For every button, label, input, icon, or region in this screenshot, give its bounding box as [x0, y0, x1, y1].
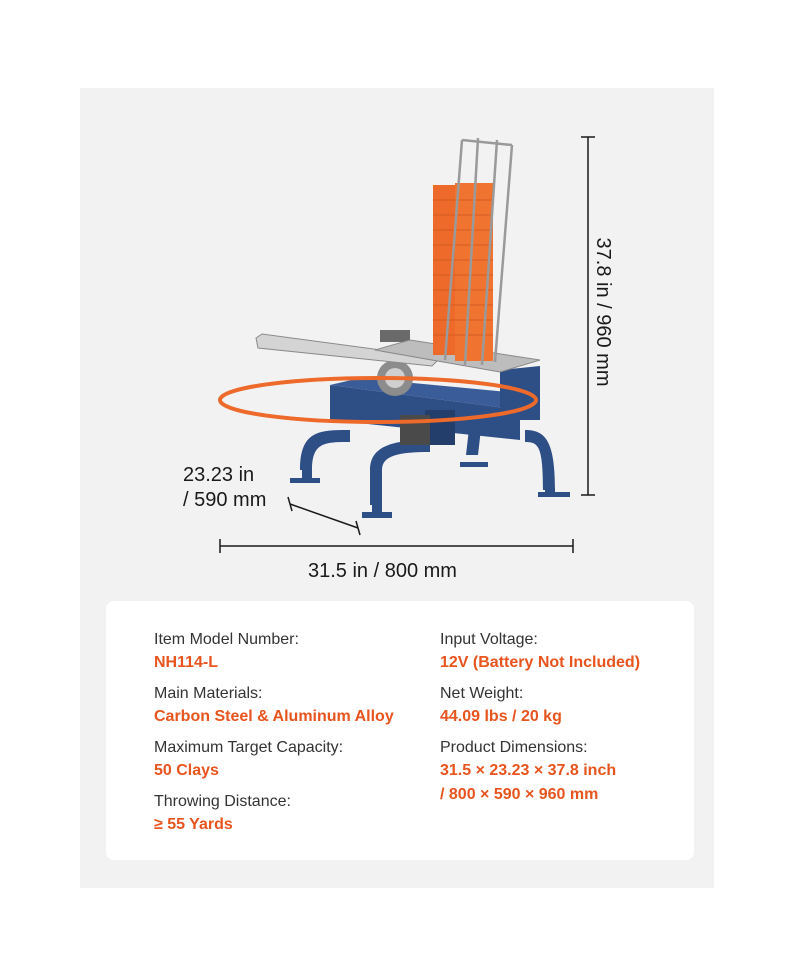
- spec-value: 12V (Battery Not Included): [440, 654, 641, 671]
- spec-label: Net Weight:: [440, 685, 524, 702]
- spec-label: Input Voltage:: [440, 631, 538, 648]
- height-dimension-label: 37.8 in / 960 mm: [592, 237, 614, 387]
- width-dimension-label: 31.5 in / 800 mm: [308, 560, 457, 582]
- spec-value: NH114-L: [154, 654, 219, 671]
- spec-target-capacity: [154, 738, 424, 782]
- spec-label: Main Materials:: [154, 685, 263, 702]
- spec-product-dimensions: [440, 738, 710, 806]
- spec-net-weight: [440, 684, 710, 728]
- spec-value: ≥ 55 Yards: [154, 816, 233, 833]
- spec-label: Item Model Number:: [154, 631, 299, 648]
- spec-value: Carbon Steel & Aluminum Alloy: [154, 708, 394, 725]
- depth-dimension-label-metric: / 590 mm: [183, 489, 267, 511]
- depth-dimension-label: 23.23 in: [183, 464, 255, 486]
- spec-value-metric: / 800 × 590 × 960 mm: [440, 786, 599, 803]
- spec-label: Throwing Distance:: [154, 793, 291, 810]
- spec-value: 50 Clays: [154, 762, 219, 779]
- spec-item-model-number: [154, 630, 424, 674]
- clay-magazine: [433, 138, 512, 365]
- spec-value: 31.5 × 23.23 × 37.8 inch: [440, 762, 617, 779]
- spec-label: Maximum Target Capacity:: [154, 739, 344, 756]
- spec-input-voltage: [440, 630, 710, 674]
- spec-value: 44.09 lbs / 20 kg: [440, 708, 562, 725]
- spec-throwing-distance: [154, 792, 424, 836]
- spec-label: Product Dimensions:: [440, 739, 588, 756]
- spec-main-materials: [154, 684, 424, 728]
